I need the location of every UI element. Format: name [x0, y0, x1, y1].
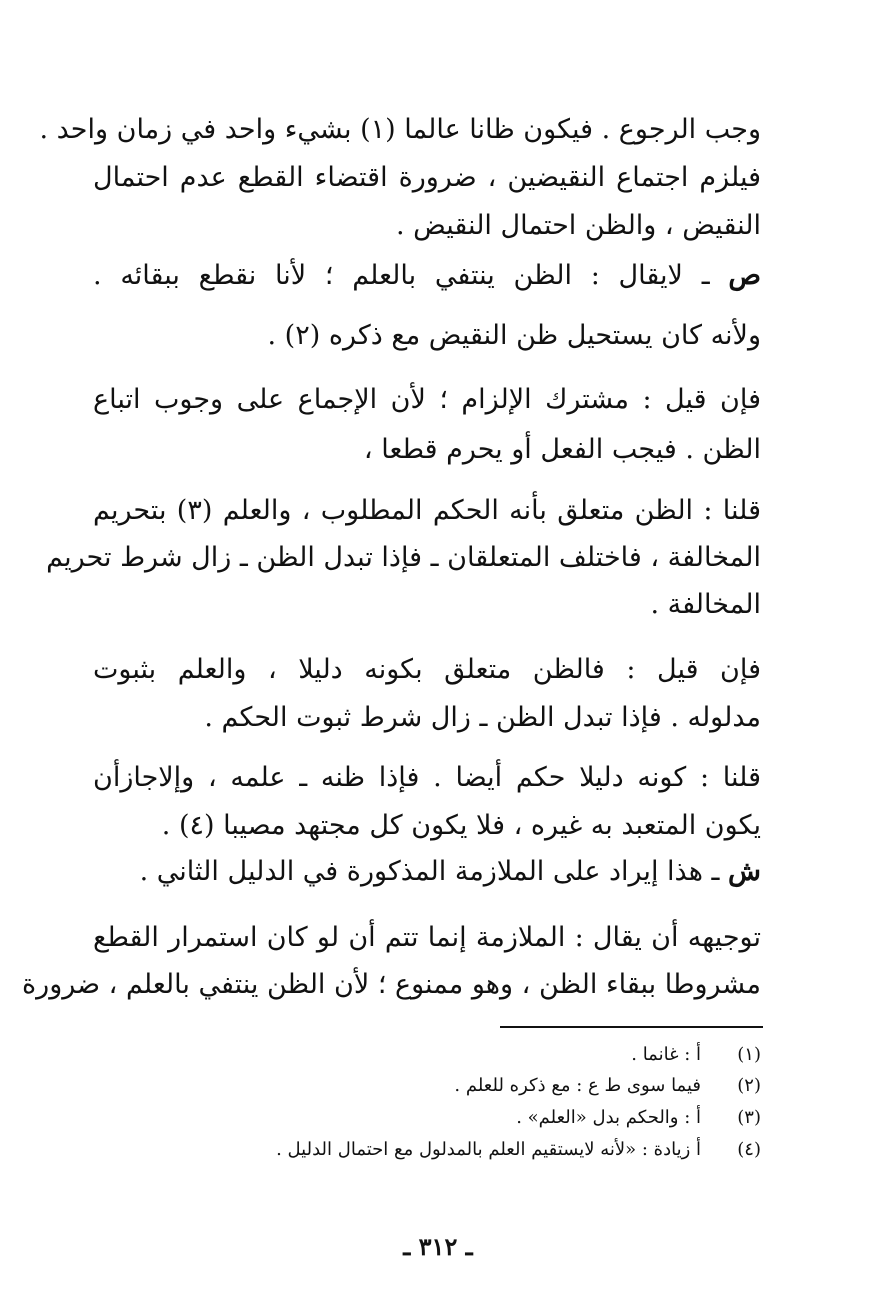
body-line: المخالفة . [650, 589, 761, 620]
footnote-number: (٢) [737, 1075, 761, 1096]
body-line: يكون المتعبد به غيره ، فلا يكون كل مجتهد مصيبا (٤) . [161, 810, 761, 841]
footnote-text: أ : غانما . [631, 1044, 701, 1065]
footnote-separator [500, 1026, 763, 1028]
body-line-text: ـ هذا إيراد على الملازمة المذكورة في الدليل الثاني . [139, 856, 729, 887]
footnote [516, 1105, 761, 1131]
commentary-marker: ش [728, 856, 761, 887]
body-line: المخالفة ، فاختلف المتعلقان ـ فإذا تبدل الظن ـ زال شرط تحريم [46, 542, 761, 573]
body-line: قلنا : الظن متعلق بأنه الحكم المطلوب ، والعلم (٣) بتحريم [93, 495, 761, 526]
footnote [631, 1042, 761, 1068]
footnote-number: (١) [737, 1044, 761, 1065]
commentary-marker: ص [728, 260, 761, 291]
footnote-text: فيما سوى ط ع : مع ذكره للعلم . [454, 1075, 701, 1096]
body-line [93, 852, 761, 892]
footnote [276, 1137, 761, 1163]
body-line: النقيض ، والظن احتمال النقيض . [396, 210, 761, 241]
footnote [454, 1073, 761, 1099]
body-line: الظن . فيجب الفعل أو يحرم قطعا ، [363, 434, 761, 465]
body-line: ولأنه كان يستحيل ظن النقيض مع ذكره (٢) . [267, 320, 761, 351]
body-line-text: ـ لايقال : الظن ينتفي بالعلم ؛ لأنا نقطع ببقائه . [93, 260, 729, 291]
footnote-number: (٣) [737, 1107, 761, 1128]
body-line: فإن قيل : مشترك الإلزام ؛ لأن الإجماع على وجوب اتباع [93, 384, 761, 415]
body-line: وجب الرجوع . فيكون ظانا عالما (١) بشيء واحد في زمان واحد . [39, 114, 761, 145]
body-line: توجيهه أن يقال : الملازمة إنما تتم أن لو كان استمرار القطع [93, 922, 761, 953]
footnote-number: (٤) [737, 1139, 761, 1160]
body-line: فيلزم اجتماع النقيضين ، ضرورة اقتضاء القطع عدم احتمال [93, 162, 761, 193]
page-number: ـ ٣١٢ ـ [403, 1232, 473, 1261]
body-line: قلنا : كونه دليلا حكم أيضا . فإذا ظنه ـ علمه ، وإلاجازأن [93, 762, 761, 793]
body-line: مدلوله . فإذا تبدل الظن ـ زال شرط ثبوت الحكم . [204, 702, 761, 733]
footnote-text: أ زيادة : «لأنه لايستقيم العلم بالمدلول مع احتمال الدليل . [276, 1139, 701, 1160]
body-line: فإن قيل : فالظن متعلق بكونه دليلا ، والعلم بثبوت [93, 654, 761, 685]
body-line: مشروطا ببقاء الظن ، وهو ممنوع ؛ لأن الظن ينتفي بالعلم ، ضرورة [22, 969, 761, 1000]
body-line [93, 256, 761, 296]
footnote-text: أ : والحكم بدل «العلم» . [516, 1107, 701, 1128]
